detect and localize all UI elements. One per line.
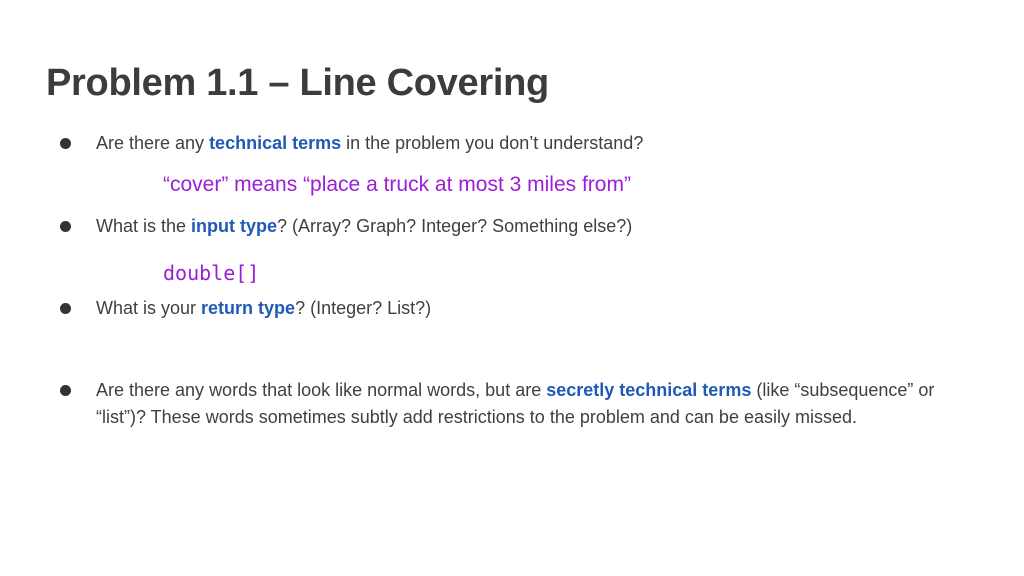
bullet-dot-icon [60,221,71,232]
bullet-dot-icon [60,303,71,314]
bullet-text [96,213,996,240]
bullet-keyword: secretly technical terms [546,380,752,400]
bullet-text-pre: What is the [96,216,192,236]
bullet-text-pre: Are there any words that look like normal words, but are [96,380,547,400]
bullet-text-pre: Are there any [96,133,210,153]
answer-cover-definition: “cover” means “place a truck at most 3 miles from” [163,173,631,196]
bullet-text-post: in the problem you don’t understand? [341,133,644,153]
answer-input-type: double[] [163,261,260,285]
bullet-text-post: (like “subsequence” or “list”)? These words sometimes subtly add restrictions to the problem and can be easily missed. [96,380,935,427]
bullet-keyword: technical terms [209,133,342,153]
bullet-text [96,130,996,157]
bullet-dot-icon [60,385,71,396]
slide-title: Problem 1.1 – Line Covering [46,62,549,104]
bullet-keyword: input type [191,216,278,236]
bullet-text-post: ? (Integer? List?) [295,298,432,318]
bullet-dot-icon [60,138,71,149]
bullet-text [96,295,996,322]
bullet-text [96,377,986,431]
bullet-text-post: ? (Array? Graph? Integer? Something else?) [277,216,633,236]
bullet-keyword: return type [201,298,296,318]
bullet-text-pre: What is your [96,298,202,318]
